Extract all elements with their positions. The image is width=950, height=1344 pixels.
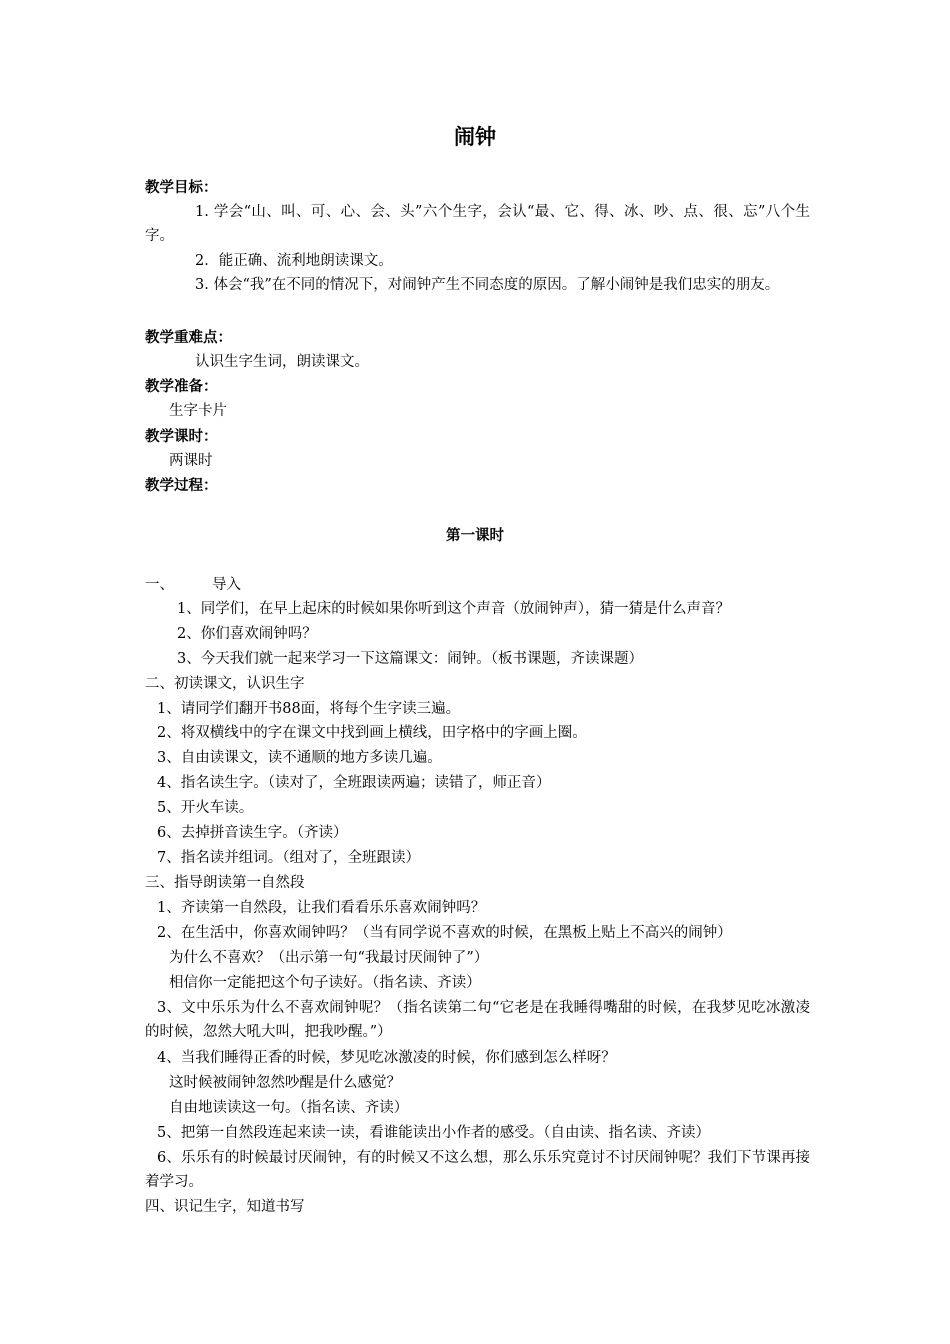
objectives-heading: 教学目标： (145, 180, 218, 196)
section-3-heading: 三、指导朗读第一自然段 (145, 875, 305, 891)
section-2-item-3: 3、自由读课文，读不通顺的地方多读几遍。 (157, 750, 442, 766)
keypoints-text: 认识生字生词，朗读课文。 (195, 354, 369, 370)
section-1-item-3: 3、今天我们就一起来学习一下这篇课文：闹钟。（板书课题，齐读课题） (177, 651, 643, 667)
prep-heading: 教学准备： (145, 379, 218, 395)
section-3-item-3: 3、文中乐乐为什么不喜欢闹钟呢？（指名读第二句“它老是在我睡得嘴甜的时候，在我梦见吃冰激凌的时候，忽然大吼大叫，把我吵醒。”） (145, 1000, 810, 1040)
hours-heading: 教学课时： (145, 429, 218, 445)
section-2-item-2: 2、将双横线中的字在课文中找到画上横线，田字格中的字画上圈。 (157, 725, 587, 741)
section-2-item-6: 6、去掉拼音读生字。（齐读） (157, 825, 348, 841)
section-3-item-4b: 自由地读读这一句。（指名读、齐读） (169, 1100, 409, 1116)
hours-text: 两课时 (169, 453, 213, 469)
objective-item-1: 1. 学会“山、叫、可、心、会、头”六个生字，会认“最、它、得、冰、吵、点、很、忘”八个生字。 (145, 204, 810, 244)
section-3-item-2b: 相信你一定能把这个句子读好。（指名读、齐读） (169, 975, 481, 991)
section-2-item-5: 5、开火车读。 (157, 800, 254, 816)
section-2-heading: 二、初读课文，认识生字 (145, 676, 305, 692)
section-3-item-4a: 这时候被闹钟忽然吵醒是什么感觉？ (169, 1075, 401, 1091)
section-1-title: 导入 (212, 577, 241, 593)
section-1-heading (145, 573, 810, 597)
objective-item-2: 2．能正确、流利地朗读课文。 (195, 253, 393, 269)
section-2-item-7: 7、指名读并组词。（组对了，全班跟读） (157, 850, 420, 866)
section-3-item-2a: 为什么不喜欢？（出示第一句“我最讨厌闹钟了”） (169, 950, 489, 966)
objective-item-3: 3. 体会“我”在不同的情况下，对闹钟产生不同态度的原因。了解小闹钟是我们忠实的朋友。 (195, 277, 780, 293)
process-heading: 教学过程： (145, 478, 218, 494)
prep-text: 生字卡片 (169, 403, 227, 419)
document-title: 闹钟 (454, 125, 496, 149)
section-1-number: 一、 (145, 577, 174, 593)
section-4-heading: 四、识记生字，知道书写 (145, 1199, 305, 1215)
section-1-item-1: 1、同学们，在早上起床的时候如果你听到这个声音（放闹钟声），猜一猜是什么声音？ (177, 601, 730, 617)
section-2-item-4: 4、指名读生字。（读对了，全班跟读两遍；读错了，师正音） (157, 775, 551, 791)
section-1-item-2: 2、你们喜欢闹钟吗？ (177, 626, 317, 642)
section-3-item-4: 4、当我们睡得正香的时候，梦见吃冰激凌的时候，你们感到怎么样呀？ (157, 1050, 616, 1066)
section-3-item-5: 5、把第一自然段连起来读一读，看谁能读出小作者的感受。（自由读、指名读、齐读） (157, 1125, 710, 1141)
lesson-one-title: 第一课时 (446, 528, 504, 544)
section-3-item-2: 2、在生活中，你喜欢闹钟吗？（当有同学说不喜欢的时候，在黑板上贴上不高兴的闹钟） (157, 925, 732, 941)
section-2-item-1: 1、请同学们翻开书88面，将每个生字读三遍。 (157, 701, 461, 717)
section-3-item-6: 6、乐乐有的时候最讨厌闹钟，有的时候又不这么想，那么乐乐究竟讨不讨厌闹钟呢？我们下节课再接着学习。 (145, 1150, 810, 1190)
section-3-item-1: 1、齐读第一自然段，让我们看看乐乐喜欢闹钟吗？ (157, 900, 486, 916)
keypoints-heading: 教学重难点： (145, 330, 232, 346)
